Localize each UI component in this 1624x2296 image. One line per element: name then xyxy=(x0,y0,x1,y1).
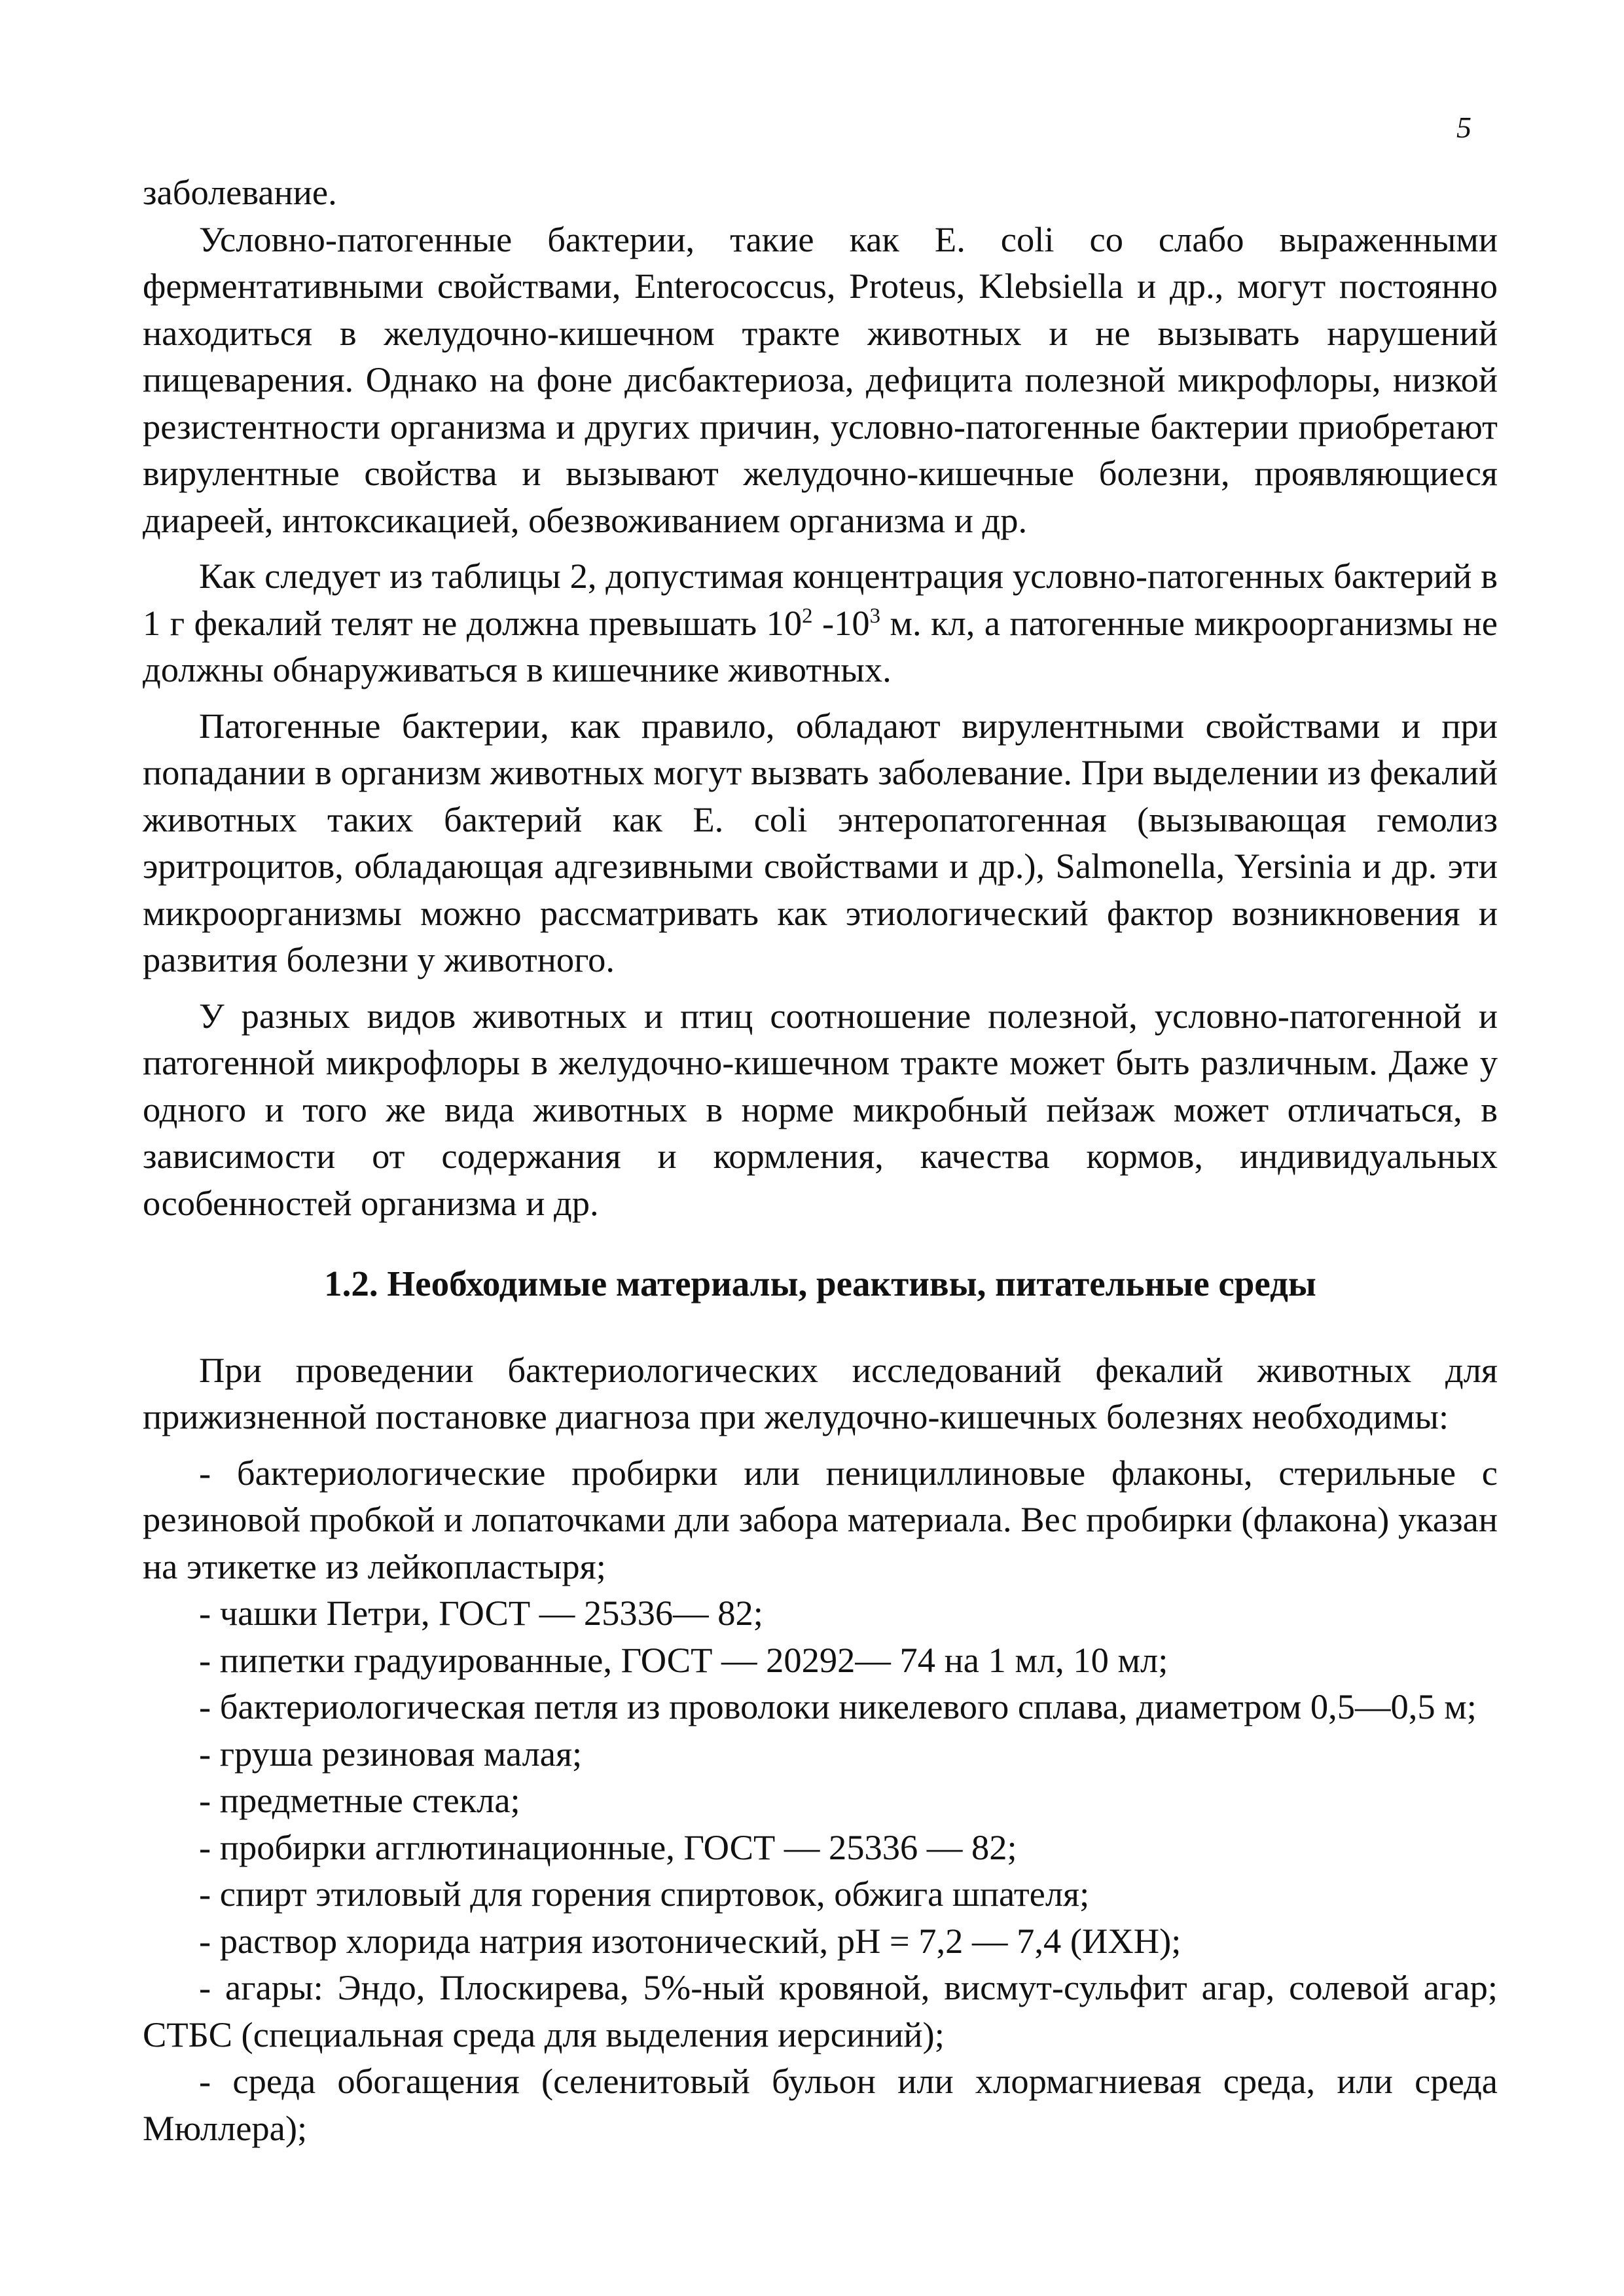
paragraph-microflora-ratio: У разных видов животных и птиц соотношение полезной, условно-патогенной и патогенной микрофлоры в желудочно-кишечном тракте может быть различным. Даже у одного и того же вида животных в норме микробный пейзаж может отличаться, в зависимости от содержания и кормления, качества кормов, индивидуальных особенностей организма и др. xyxy=(143,995,1498,1223)
section-heading: 1.2. Необходимые материалы, реактивы, питательные среды xyxy=(324,1264,1316,1303)
list-item: - бактериологическая петля из проволоки никелевого сплава, диаметром 0,5—0,5 м; xyxy=(199,1686,1477,1726)
superscript-exponent: 3 xyxy=(869,604,880,628)
list-item: - раствор хлорида натрия изотонический, pH = 7,2 — 7,4 (ИХН); xyxy=(199,1920,1182,1961)
paragraph-table-reference xyxy=(143,553,1498,693)
section-intro: При проведении бактериологических исследований фекалий животных для прижизненной постановке диагноза при желудочно-кишечных болезнях необходимы: xyxy=(143,1349,1498,1436)
list-item: - груша резиновая малая; xyxy=(199,1733,583,1774)
paragraph-pathogenic-bacteria: Патогенные бактерии, как правило, обладают вирулентными свойствами и при попадании в организм животных могут вызвать заболевание. При выделении из фекалий животных таких бактерий как E. coli энтеропатогенная (вызывающая гемолиз эритроцитов, обладающая адгезивными свойствами и др.), Salmonella, Yersinia и др. эти микроорганизмы можно рассматривать как этиологический фактор возникновения и развития болезни у животного. xyxy=(143,705,1498,979)
list-item: - среда обогащения (селенитовый бульон или хлормагниевая среда, или среда Мюллера); xyxy=(143,2061,1498,2148)
list-item: - чашки Петри, ГОСТ — 25336— 82; xyxy=(199,1593,763,1633)
list-item: - предметные стекла; xyxy=(199,1780,520,1820)
list-item: - пробирки агглютинационные, ГОСТ — 25336 — 82; xyxy=(199,1827,1017,1867)
document-body xyxy=(143,169,1498,2151)
list-item: - агары: Эндо, Плоскирева, 5%-ный кровяной, висмут-сульфит агар, солевой агар; СТБС (специальная среда для выделения иерсиний); xyxy=(143,1967,1498,2054)
page-number: 5 xyxy=(1456,111,1471,144)
list-item: - пипетки градуированные, ГОСТ — 20292— 74 на 1 мл, 10 мл; xyxy=(199,1639,1168,1680)
list-item: - бактериологические пробирки или пенициллиновые флаконы, стерильные с резиновой пробкой и лопаточками дли забора материала. Вес пробирки (флакона) указан на этикетке из лейкопластыря; xyxy=(143,1452,1498,1586)
text-fragment: Как следует из таблицы 2, допустимая концентрация условно-патогенных бактерий в 1 г фекалий телят не должна превышать 10 xyxy=(143,556,1498,643)
superscript-exponent: 2 xyxy=(802,604,813,628)
materials-list xyxy=(143,1449,1498,2152)
list-item: - спирт этиловый для горения спиртовок, обжига шпателя; xyxy=(199,1874,1090,1914)
paragraph-opportunistic-bacteria: Условно-патогенные бактерии, такие как E. coli со слабо выраженными ферментативными свойствами, Enterococcus, Proteus, Klebsiella и др., могут постоянно находиться в желудочно-кишечном тракте животных и не вызывать нарушений пищеварения. Однако на фоне дисбактериоза, дефицита полезной микрофлоры, низкой резистентности организма и других причин, условно-патогенные бактерии приобретают вирулентные свойства и вызывают желудочно-кишечные болезни, проявляющиеся диареей, интоксикацией, обезвоживанием организма и др. xyxy=(143,219,1498,540)
paragraph-continuation: заболевание. xyxy=(143,172,337,212)
text-fragment: м. кл, а патогенные микроорганизмы не должны обнаруживаться в кишечнике животных. xyxy=(143,602,1498,689)
text-fragment: -10 xyxy=(812,602,870,643)
